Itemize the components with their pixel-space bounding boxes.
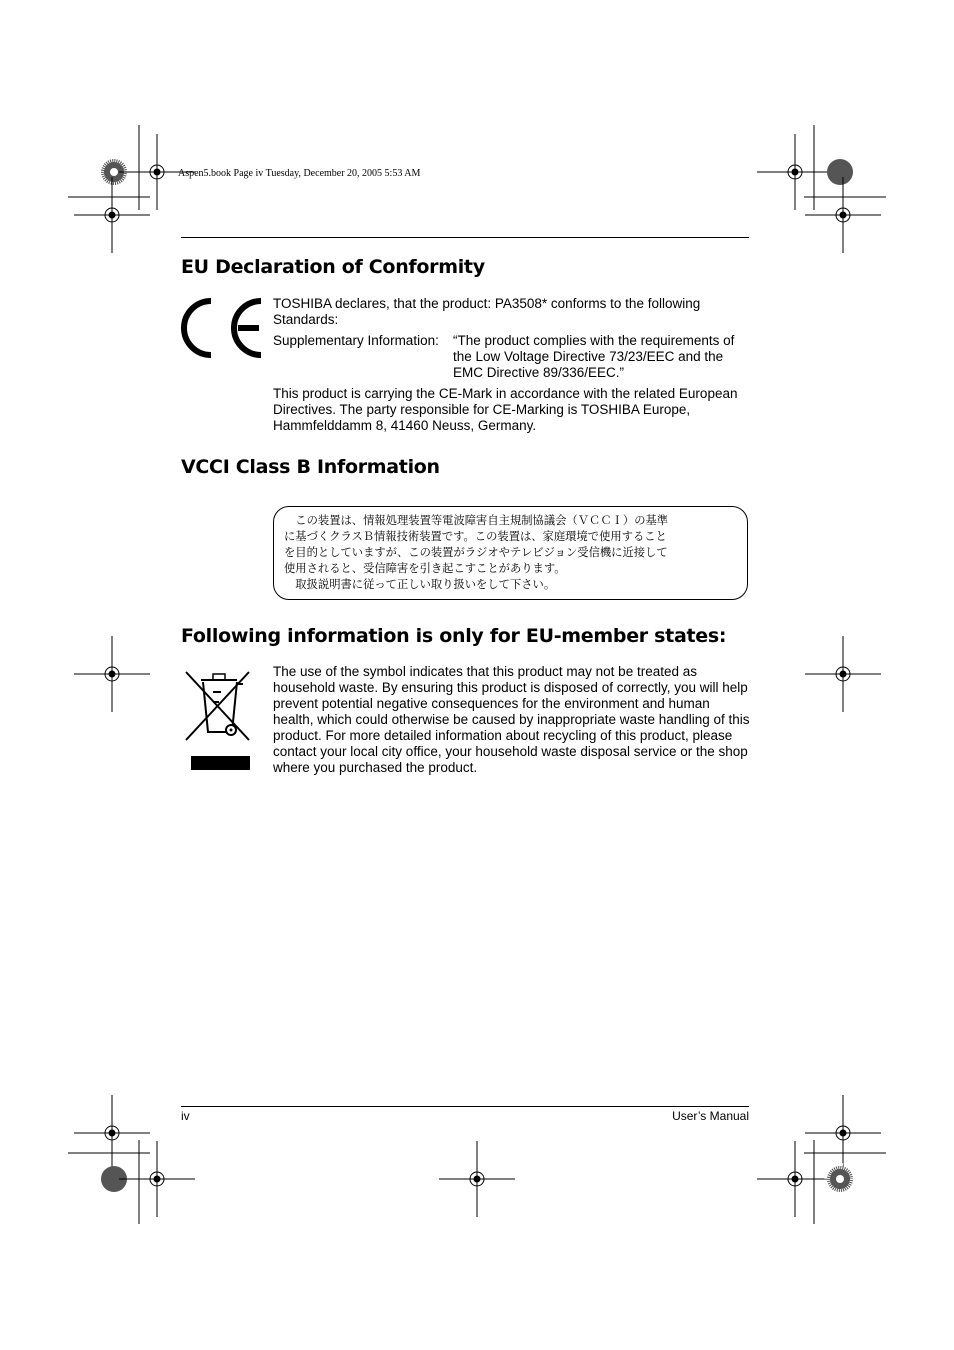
top-rule [181,237,749,238]
supplementary-text: “The product complies with the requirements of the Low Voltage Directive 73/23/EEC and the EMC Directive 89/336/EEC.” [453,333,735,380]
manual-title: User’s Manual [672,1109,749,1123]
weee-text: The use of the symbol indicates that this product may not be treated as household waste. By ensuring this product is disposed of correctly, you will help prevent potential negative consequences for the environment and human health, which could otherwise be caused by inappropriate waste handling of this product. For more detailed information about recycling of this product, please contact your local city office, your household waste disposal service or the shop where you purchased the product. [273,664,750,775]
vcci-title: VCCI Class B Information [181,456,440,478]
vcci-line: を目的としていますが、この装置がラジオやテレビジョン受信機に近接して [284,546,668,559]
vcci-line: 使用されると、受信障害を引き起こすことがあります。 [284,562,566,575]
vcci-line: この装置は、情報処理装置等電波障害自主規制協議会（ＶＣＣＩ）の基準 [284,514,669,527]
vcci-line: に基づくクラスＢ情報技術装置です。この装置は、家庭環境で使用すること [284,530,667,543]
eu-declaration-title: EU Declaration of Conformity [181,256,485,278]
declaration-text: TOSHIBA declares, that the product: PA3508* conforms to the following Standards: [273,296,701,327]
vcci-line: 取扱説明書に従って正しい取り扱いをして下さい。 [284,578,556,591]
supplementary-label: Supplementary Information: [273,333,439,348]
ce-mark-text: This product is carrying the CE-Mark in accordance with the related European Directives. The party responsible for CE-Marking is TOSHIBA Europe, Hammfelddamm 8, 41460 Neuss, Germany. [273,386,738,433]
eu-declaration-body [273,296,749,434]
crossed-bin-icon [183,666,255,779]
running-header: Aspen5.book Page iv Tuesday, December 20, 2005 5:53 AM [178,168,421,179]
vcci-notice-box [273,506,748,600]
weee-title: Following information is only for EU-member states: [181,625,727,647]
page-number: iv [181,1109,190,1123]
bottom-rule [181,1106,749,1107]
supplementary-info [273,333,749,381]
ce-logo [181,298,263,363]
